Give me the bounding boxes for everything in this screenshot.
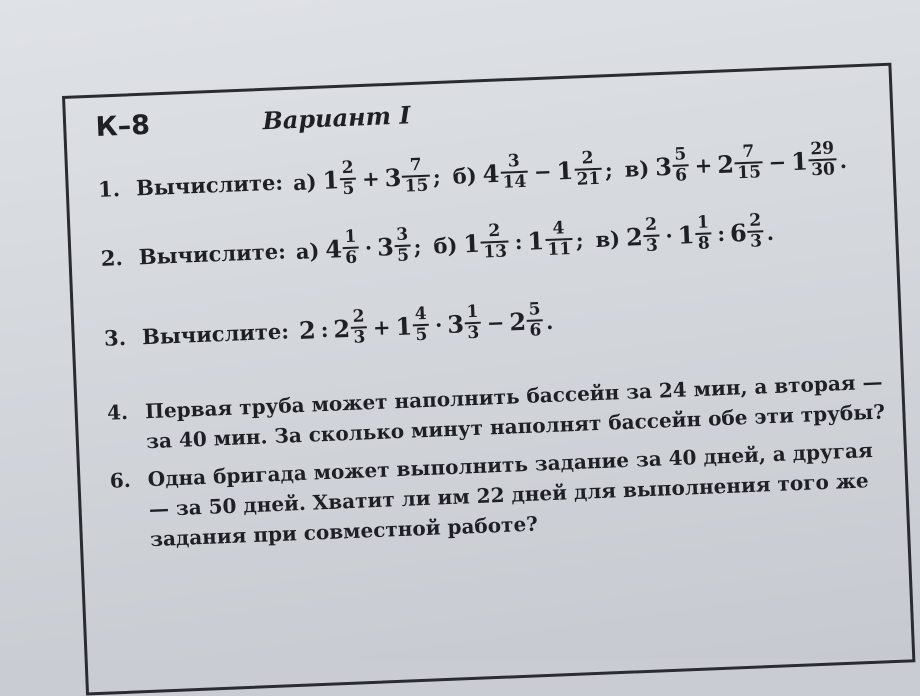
numerator: 29 (810, 138, 835, 160)
task-number: 1. (97, 175, 121, 202)
numerator: 2 (341, 157, 354, 179)
operator: : (320, 316, 329, 342)
numerator: 3 (395, 224, 409, 245)
task-number: 6. (109, 467, 132, 493)
denominator: 5 (413, 324, 430, 346)
operator: + (694, 151, 713, 178)
whole-number: 3 (384, 162, 402, 192)
math-expression (654, 139, 838, 186)
numerator: 7 (741, 141, 755, 163)
numerator: 1 (696, 212, 710, 233)
denominator: 15 (402, 175, 430, 197)
math-expression (462, 219, 574, 263)
numerator: 4 (552, 218, 565, 239)
denominator: 3 (644, 234, 661, 256)
operator: − (533, 158, 553, 184)
numerator: 7 (409, 154, 422, 176)
fraction (695, 213, 712, 254)
math-expression (625, 211, 765, 257)
task-parts (295, 211, 783, 270)
whole-number: 2 (625, 221, 644, 252)
denominator: 14 (500, 171, 528, 193)
operator: + (361, 165, 381, 191)
whole-number: 3 (654, 151, 673, 182)
operator: · (664, 222, 674, 248)
whole-number: 3 (376, 231, 395, 262)
denominator: 8 (695, 232, 712, 254)
part-label: б) (432, 232, 458, 259)
math-expression (322, 156, 432, 200)
operator: + (372, 313, 392, 340)
fraction (401, 156, 430, 197)
numerator: 1 (344, 226, 357, 248)
whole-number: 2 (332, 313, 351, 344)
operator: : (514, 228, 523, 254)
worksheet-code: К–8 (95, 109, 151, 143)
denominator: 3 (748, 230, 765, 252)
fraction (544, 219, 573, 260)
denominator: 30 (809, 158, 837, 180)
fraction (500, 152, 529, 193)
fraction (573, 149, 602, 190)
whole-number: 4 (482, 158, 500, 188)
numerator: 3 (507, 151, 521, 172)
numerator: 2 (488, 220, 501, 242)
numerator: 4 (414, 303, 427, 325)
operator: − (768, 148, 787, 175)
numerator: 2 (748, 210, 762, 231)
operator: : (716, 220, 726, 246)
fraction (464, 303, 481, 344)
separator: ; (575, 227, 585, 253)
fraction (394, 225, 411, 266)
part-label: в) (624, 155, 650, 182)
denominator: 13 (481, 241, 509, 263)
fraction (734, 142, 763, 183)
fraction (480, 222, 509, 263)
fraction (412, 305, 429, 346)
separator: ; (413, 233, 422, 259)
math-expression (298, 300, 545, 350)
fraction (526, 300, 543, 341)
task-text: Вычислите: (141, 317, 290, 349)
part-label: а) (292, 168, 318, 195)
denominator: 5 (340, 178, 357, 200)
separator: ; (604, 156, 614, 183)
numerator: 1 (466, 301, 479, 323)
denominator: 15 (735, 161, 763, 183)
fraction (672, 145, 689, 186)
fraction (350, 307, 367, 348)
numerator: 5 (528, 299, 541, 320)
variant-title: Вариант I (261, 100, 412, 136)
numerator: 2 (581, 148, 594, 169)
separator: . (766, 219, 775, 245)
fraction (808, 139, 837, 180)
denominator: 3 (351, 326, 368, 348)
separator: ; (432, 163, 442, 189)
part-label: в) (594, 225, 621, 252)
math-expression (482, 149, 604, 194)
task-text: Вычислите: (135, 169, 284, 200)
whole-number: 2 (716, 148, 735, 179)
operator: − (486, 309, 505, 335)
math-expression (324, 225, 412, 268)
part-label: а) (295, 237, 320, 264)
separator: . (839, 147, 848, 173)
task-number: 2. (100, 244, 124, 271)
denominator: 3 (465, 322, 482, 344)
whole-number: 1 (790, 145, 809, 176)
task-text: Первая труба может наполнить бассейн за 24 мин, а вторая — за 40 мин. За сколько минут наполнят бассейн обе эти трубы? (144, 369, 886, 454)
denominator: 11 (545, 238, 573, 260)
whole-number: 6 (729, 217, 748, 248)
whole-number: 1 (462, 228, 481, 258)
whole-number: 1 (677, 219, 696, 250)
whole-number: 2 (508, 306, 527, 337)
fraction (339, 159, 356, 200)
denominator: 6 (673, 164, 690, 186)
denominator: 6 (343, 247, 360, 269)
separator: . (545, 308, 554, 334)
denominator: 6 (527, 319, 544, 341)
operator: · (434, 311, 443, 338)
denominator: 21 (574, 168, 602, 190)
task-text: Вычислите: (138, 237, 287, 269)
fraction (643, 215, 660, 256)
denominator: 5 (395, 244, 412, 266)
whole-number: 1 (321, 164, 340, 195)
numerator: 2 (644, 214, 658, 236)
operator: · (364, 234, 373, 260)
whole-number: 4 (324, 233, 343, 264)
whole-number: 3 (446, 308, 465, 339)
whole-number: 2 (298, 314, 317, 345)
task-parts (292, 139, 855, 202)
task-number: 3. (103, 324, 127, 351)
fraction (747, 211, 764, 252)
worksheet-content (95, 80, 902, 555)
numerator: 5 (673, 144, 687, 165)
task-number: 4. (106, 399, 129, 425)
task-text: Одна бригада может выполнить задание за 40 дней, а другая — за 50 дней. Хватит ли им 22 дней для выполнения того же задания при совместной работе? (147, 438, 874, 552)
task-parts (298, 299, 562, 350)
whole-number: 1 (555, 155, 574, 186)
whole-number: 1 (526, 225, 545, 256)
part-label: б) (452, 162, 478, 189)
numerator: 2 (352, 306, 365, 327)
whole-number: 1 (394, 310, 413, 341)
fraction (342, 228, 359, 269)
